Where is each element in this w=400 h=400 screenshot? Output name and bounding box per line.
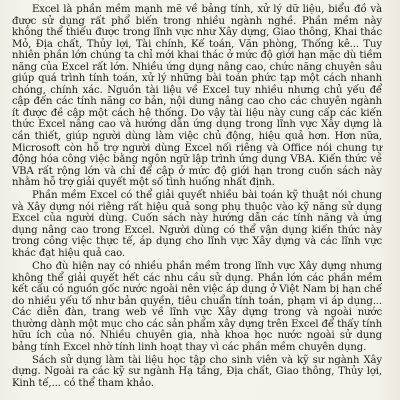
paragraph-3: Cho đù hiện nay có nhiều phần mềm trong lĩnh vực Xây dựng nhưng không thể giải quyết hết các nhu cầu sử dụng. Phần lớn các phần mềm kết cấu có nguồn gốc nước ngoài nên việc áp dụng ở Việt Nam bị hạn chế do nhiều yếu tố như bản quyền, tiêu chuẩn tính toán, phạm vi áp dụng... Các diễn đàn, trang web về lĩnh vực Xây dựng trong và ngoài nước thường dành một mục cho các sản phẩm xây dựng trên Excel để thấy tính hữu ích của nó. Nhiều chuyên gia, nhà khoa học nước ngoài sử dụng bảng tính Excel nhờ tính linh hoạt thay vì các phần mềm chuyên dụng.: [12, 261, 382, 353]
paragraph-1: Excel là phần mềm mạnh mẽ về bảng tính, xử lý dữ liệu, biểu đồ và được sử dụng rất phổ biến trong nhiều ngành nghề. Phần mềm này không thể thiếu được trong lĩnh vực như Xây dựng, Giao thông, Khai thác Mỏ, Địa chất, Thủy lợi, Tài chính, Kế toán, Văn phòng, Thống kê... Tuy nhiên phần lớn chúng ta chỉ mới khai thác ở mức độ giới hạn mặc dù tiềm năng của Excel rất lớn. Nhiều ứng dụng nâng cao, chức năng chuyên sâu giúp quá trình tính toán, xử lý những bài toán phức tạp một cách nhanh chóng, chính xác. Nguồn tài liệu về Excel tuy nhiều nhưng chủ yếu để cập đến các tính năng cơ bản, nội dung nâng cao cho các chuyên ngành ít được đề cập một cách hệ thống. Do vậy tài liệu này cung cấp các kiến thức Excel nâng cao và hướng dẫn ứng dụng trong lĩnh vực Xây dựng là cần thiết, giúp người dùng làm việc chủ động, hiệu quả hơn. Hơn nữa, Microsoft còn hỗ trợ người dùng Excel nối riêng và Office nói chung tự động hóa công việc bằng ngôn ngữ lập trình ứng dụng VBA. Kiến thức về VBA rất rộng lớn và chỉ để cập ở mức độ giới hạn trong cuốn sách này nhằm hỗ trợ giải quyết một số tình huống nhất định.: [12, 4, 382, 189]
page-body-text: [12, 4, 382, 390]
paragraph-4: Sách sử dụng làm tài liệu học tập cho sinh viên và kỹ sư ngành Xây dựng. Ngoài ra các kỹ sư ngành Hạ tầng, Địa chất, Giao thông, Thủy lợi, Kinh tế,... có thể tham khảo.: [12, 354, 382, 389]
paragraph-2: Phần mềm Excel có thể giải quyết nhiều bài toán kỹ thuật nói chung và Xây dựng nói riêng rất hiệu quả song phụ thuộc vào kỹ năng sử dụng Excel của người dùng. Cuốn sách này hướng dẫn các tính năng và ứng dụng nâng cao trong Excel. Người dùng có thể vận dụng kiến thức này trong công việc thực tế, áp dụng cho lĩnh vực Xây dựng và các lĩnh vực khác đạt hiệu quả cao.: [12, 190, 382, 259]
